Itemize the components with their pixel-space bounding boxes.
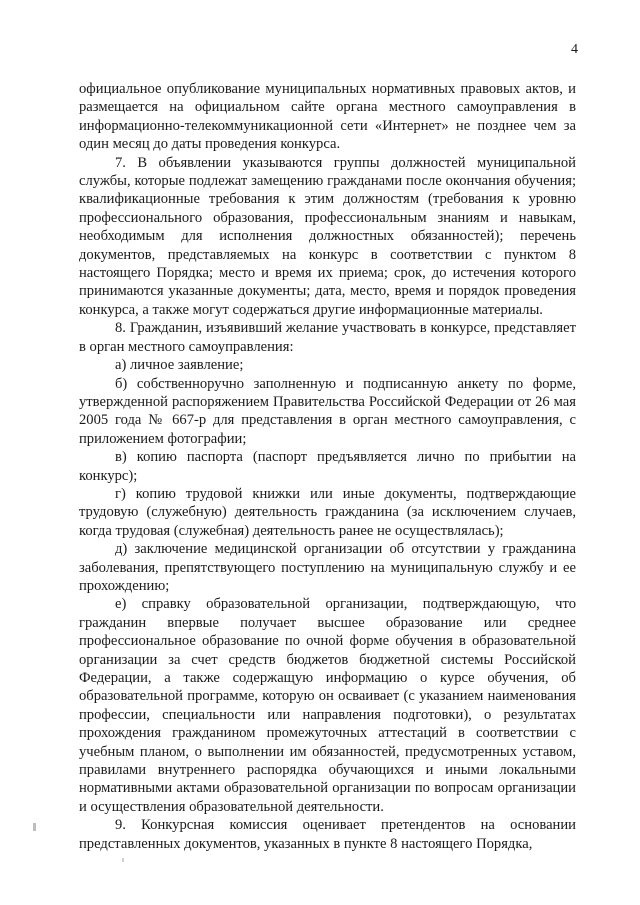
paragraph-8-documents: 8. Гражданин, изъявивший желание участвовать в конкурсе, представляет в орган местного самоуправления: [79,320,576,355]
list-item-v: в) копию паспорта (паспорт предъявляется лично по прибытии на конкурс); [79,449,576,484]
list-item-d: д) заключение медицинской организации об отсутствии у гражданина заболевания, препятствующего поступлению на муниципальную службу и ее прохождению; [79,541,576,594]
list-item-e: е) справку образовательной организации, подтверждающую, что гражданин впервые получает высшее образование или среднее профессиональное образование по очной форме обучения в образовательной организации за счет средств бюджетов бюджетной системы Российской Федерации, а также содержащую информацию о курсе обучения, об образовательной программе, которую он осваивает (с указанием наименования профессии, специальности или направления подготовки), о результатах прохождения гражданином промежуточных аттестаций в соответствии с учебным планом, о выполнении им обязанностей, предусмотренных уставом, правилами внутреннего распорядка обучающихся и иными локальными нормативными актами образовательной организации по вопросам организации и осуществления образовательной деятельности. [79,596,576,815]
list-item-g: г) копию трудовой книжки или иные документы, подтверждающие трудовую (служебную) деятельность гражданина (за исключением случаев, когда трудовая (служебная) деятельность ранее не осуществлялась); [79,485,576,539]
paragraph-7-announcement: 7. В объявлении указываются группы должностей муниципальной службы, которые подлежат замещению гражданами после окончания обучения; квалификационные требования к этим должностям (требования к уровню профессионального образования, профессиональным знаниям и навыкам, необходимым для исполнения должностных обязанностей); перечень документов, представляемых на конкурс в соответствии с пунктом 8 настоящего Порядка; место и время их приема; срок, до истечения которого принимаются указанные документы; дата, место, время и порядок проведения конкурса, а также могут содержаться другие информационные материалы. [79,154,576,318]
document-body [79,80,576,853]
paragraph-9-evaluation: 9. Конкурсная комиссия оценивает претендентов на основании представленных документов, указанных в пункте 8 настоящего Порядка, [79,817,576,852]
list-item-a: а) личное заявление; [115,357,244,374]
paragraph-publication: официальное опубликование муниципальных нормативных правовых актов, и размещается на официальном сайте органа местного самоуправления в информационно-телекоммуникационной сети «Интернет» не позднее чем за один месяц до даты проведения конкурса. [79,81,576,153]
page-number: 4 [571,42,578,57]
scan-artifact [33,823,36,831]
list-item-b: б) собственноручно заполненную и подписанную анкету по форме, утвержденной распоряжением Правительства Российской Федерации от 26 мая 2005 года № 667-р для представления в орган местного самоуправления, с приложением фотографии; [79,375,576,447]
scan-artifact [122,858,124,862]
